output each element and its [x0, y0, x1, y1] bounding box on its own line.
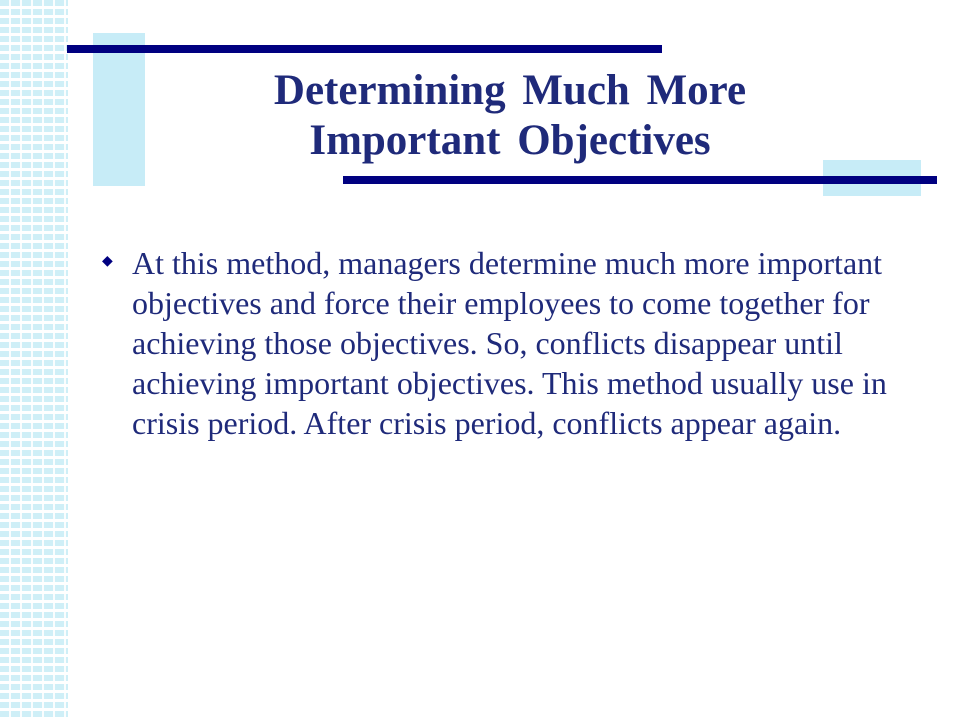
slide-body — [102, 243, 902, 443]
slide-title — [150, 66, 870, 166]
slide-title-line2: Important Objectives — [309, 117, 711, 164]
decorative-bar-bottom — [343, 176, 937, 184]
decorative-bar-top — [67, 45, 662, 53]
bullet-text: At this method, managers determine much more important objectives and force their employees to come together for achieving those objectives. So, conflicts disappear until achieving important objectives. This method usually use in crisis period. After crisis period, conflicts appear again. — [132, 245, 887, 441]
bullet-item — [102, 243, 902, 443]
left-striped-decoration — [0, 0, 68, 720]
diamond-bullet-icon: ◆ — [102, 253, 113, 269]
slide-title-line1: Determining Much More — [273, 67, 747, 114]
decorative-block-left — [93, 33, 145, 186]
